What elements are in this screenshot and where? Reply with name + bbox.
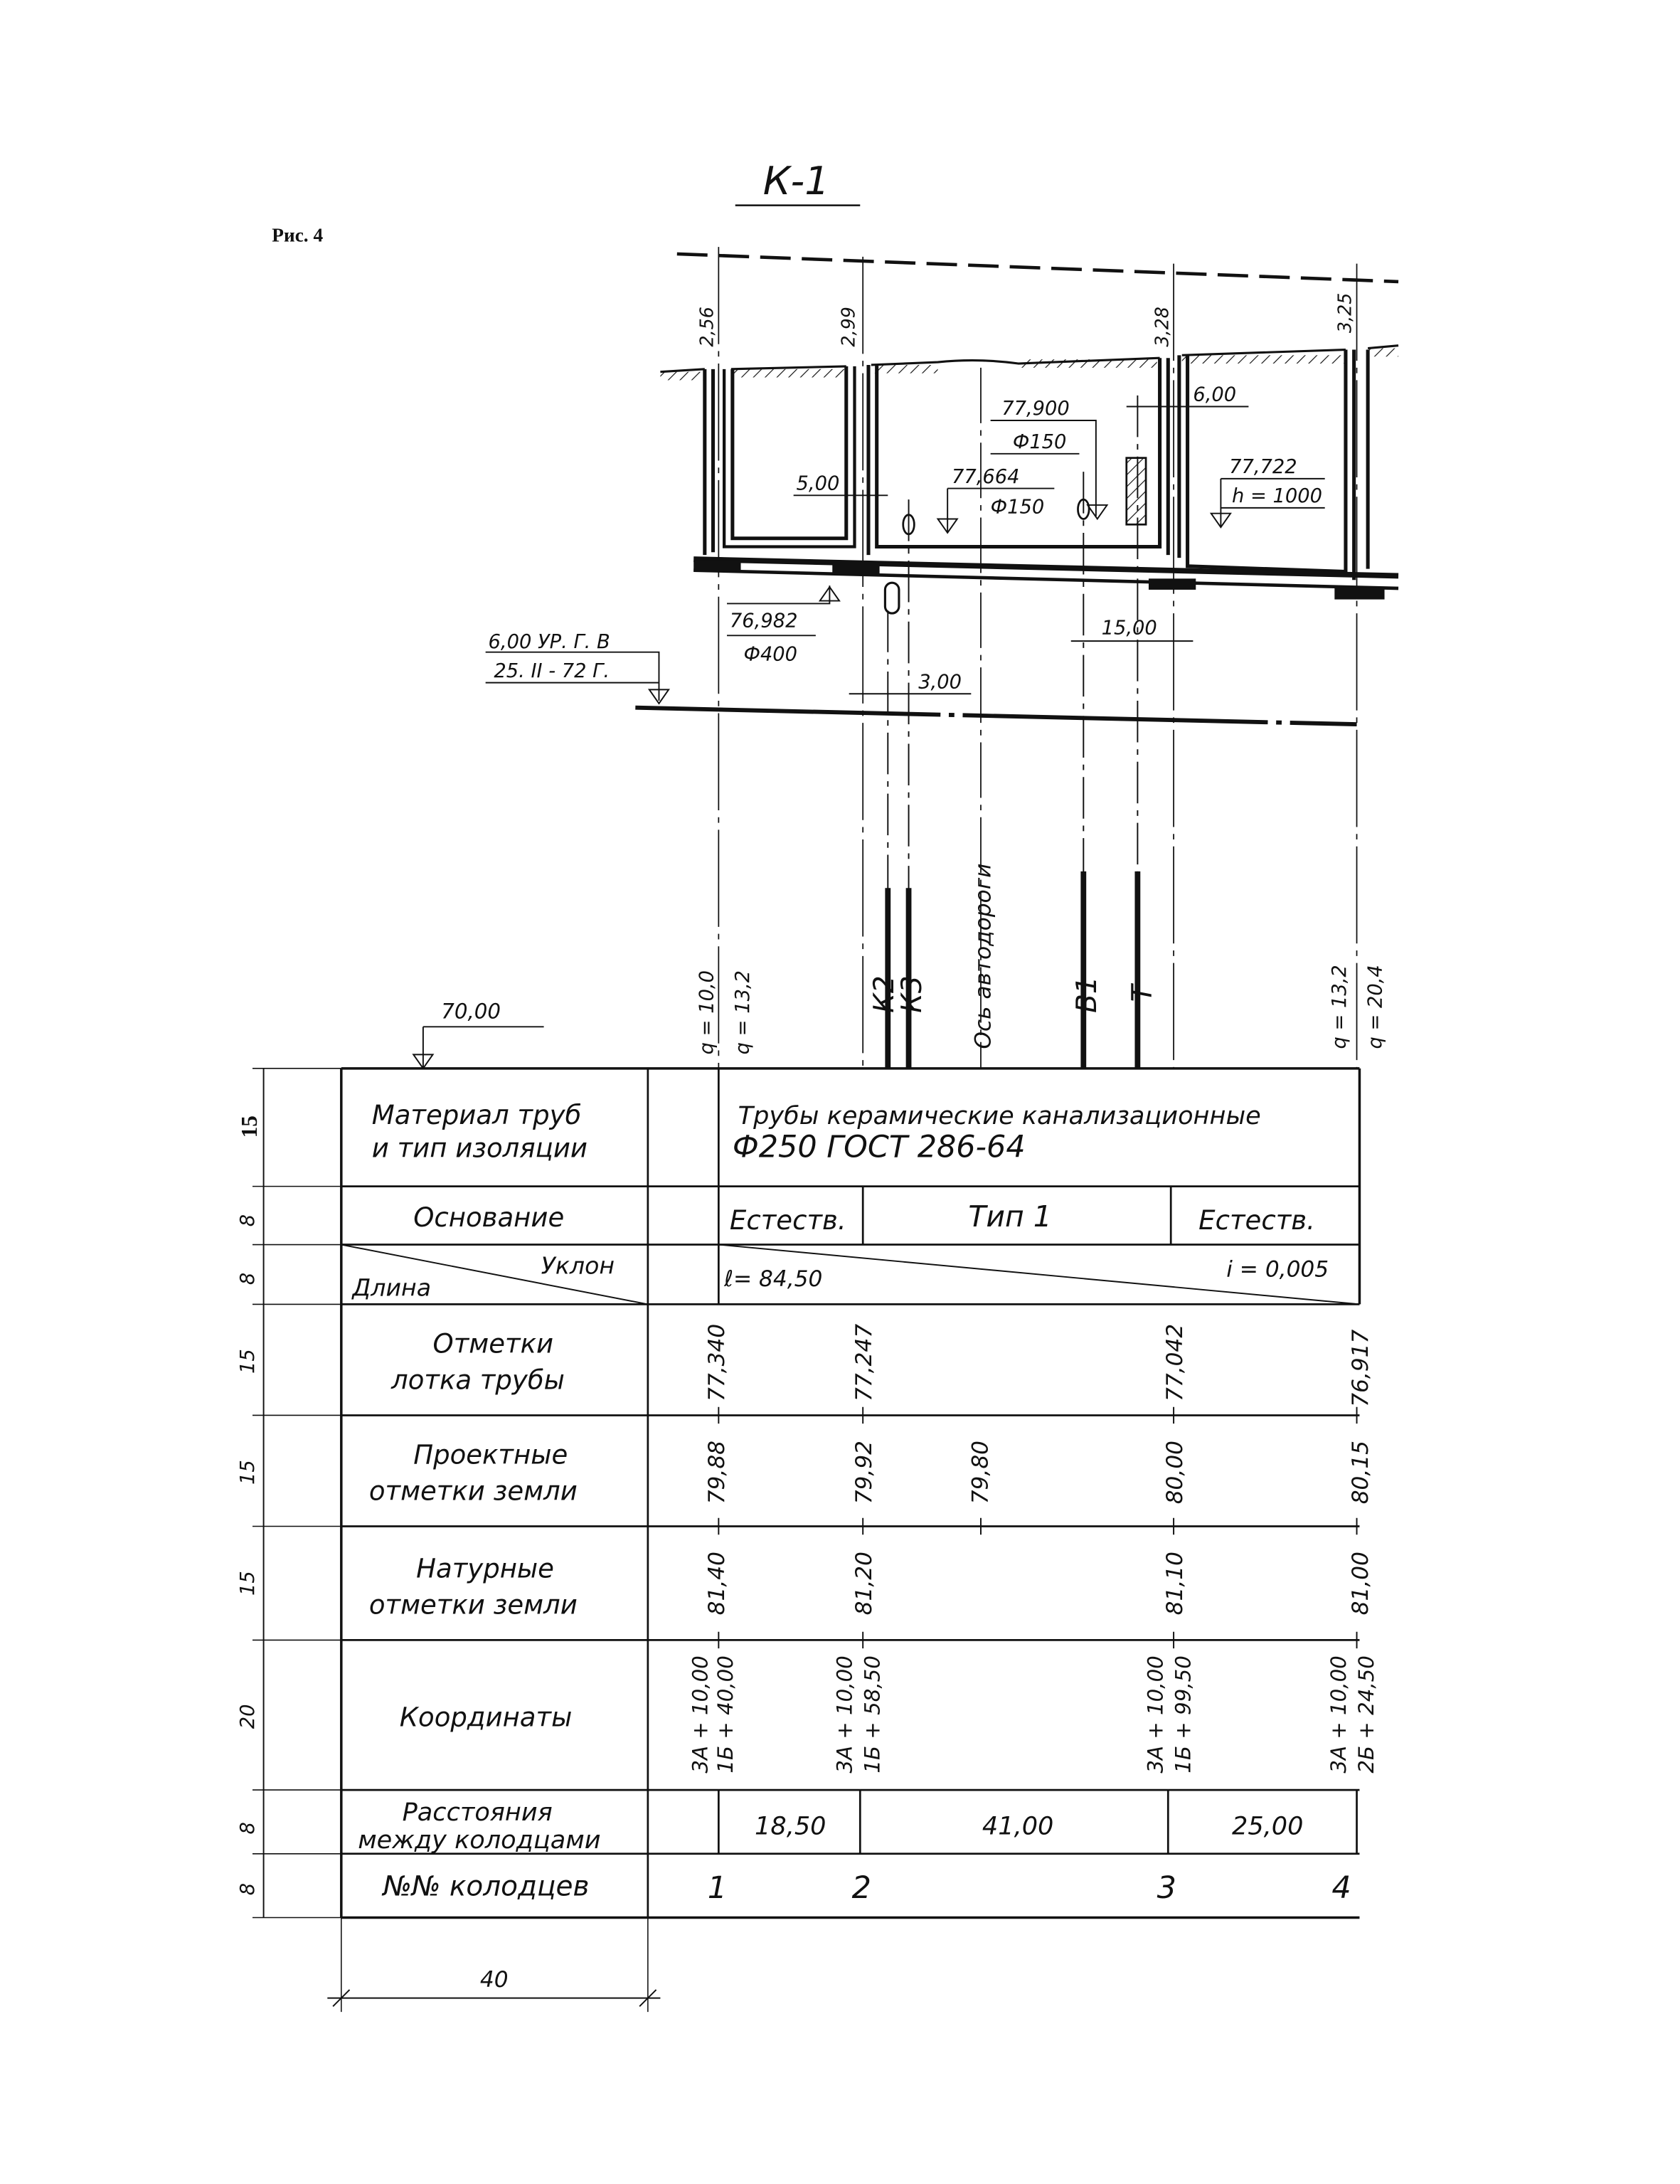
- depth-label-3: 3,28: [1151, 307, 1173, 347]
- hdr-design-2: отметки земли: [368, 1475, 578, 1507]
- width-dim-label: 40: [479, 1967, 509, 1993]
- coord-b-4: 2Б + 24,50: [1354, 1655, 1378, 1774]
- datum-label: 70,00: [441, 999, 501, 1024]
- heating-channel: [1127, 458, 1146, 525]
- k2-label: К2: [868, 975, 901, 1013]
- well-no-4: 4: [1331, 1870, 1351, 1907]
- row-height-9: 8: [236, 1882, 259, 1896]
- design-value-5: 80,15: [1348, 1440, 1374, 1505]
- design-value-3: 79,80: [967, 1440, 994, 1505]
- row-height-8: 8: [236, 1822, 259, 1835]
- groundwater-date: 25. II - 72 Г.: [494, 659, 610, 682]
- base-value-2: Тип 1: [968, 1199, 1052, 1234]
- dim-5: 5,00: [796, 472, 840, 495]
- hdr-length: Длина: [352, 1273, 432, 1302]
- dashed-ground-line: [677, 254, 1398, 282]
- coord-a-2: 3А + 10,00: [832, 1655, 857, 1774]
- hdr-tray-2: лотка трубы: [391, 1364, 565, 1396]
- hdr-natural-1: Натурные: [416, 1553, 554, 1584]
- hdr-distance-2: между колодцами: [358, 1825, 601, 1855]
- distance-2: 41,00: [982, 1811, 1054, 1841]
- el-76982: 76,982: [729, 610, 798, 632]
- natural-value-2: 81,20: [851, 1552, 877, 1616]
- tray-value-1: 77,340: [704, 1323, 730, 1401]
- coord-b-2: 1Б + 58,50: [860, 1655, 885, 1774]
- row-height-1: 15: [236, 1115, 262, 1138]
- groundwater-level: 6,00 УР. Г. В: [488, 630, 610, 653]
- base-value-3: Естеств.: [1198, 1205, 1315, 1236]
- d150-b: Ф150: [990, 496, 1045, 519]
- natural-value-4: 81,00: [1348, 1552, 1374, 1616]
- h-1000: h = 1000: [1232, 485, 1323, 508]
- row-height-3: 8: [236, 1272, 259, 1286]
- base-pad-3: [1149, 578, 1196, 590]
- coord-a-3: 3А + 10,00: [1143, 1655, 1168, 1774]
- profile-table: [237, 1069, 1378, 2012]
- longitudinal-profile: [413, 247, 1398, 1069]
- pipe-section-k2: [885, 583, 899, 613]
- figure-label: Рис. 4: [272, 224, 324, 246]
- k3-label: К3: [896, 975, 929, 1013]
- hdr-design-1: Проектные: [413, 1439, 568, 1470]
- tray-value-3: 77,042: [1161, 1323, 1188, 1401]
- distance-1: 18,50: [755, 1811, 826, 1841]
- road-axis-label: Ось автодороги: [970, 863, 996, 1049]
- dim-6: 6,00: [1193, 383, 1237, 406]
- row-height-6: 15: [236, 1571, 259, 1596]
- groundwater-line: [635, 708, 1356, 724]
- material-text-1: Трубы керамические канализационные: [738, 1101, 1261, 1130]
- coord-b-3: 1Б + 99,50: [1171, 1655, 1196, 1774]
- hdr-material-2: и тип изоляции: [371, 1133, 588, 1164]
- depth-label-1: 2,56: [696, 307, 718, 347]
- hdr-wells: №№ колодцев: [383, 1870, 590, 1903]
- d400: Ф400: [743, 643, 798, 666]
- material-text-2: Ф250 ГОСТ 286-64: [732, 1129, 1026, 1165]
- t-label: Т: [1126, 985, 1159, 1002]
- q3-label: q = 13,2: [1328, 965, 1351, 1049]
- hdr-base: Основание: [413, 1202, 565, 1234]
- well-no-1: 1: [707, 1870, 728, 1907]
- well-no-3: 3: [1157, 1870, 1176, 1907]
- tray-value-2: 77,247: [851, 1323, 877, 1401]
- q2-label: q = 13,2: [732, 970, 755, 1055]
- length-value: ℓ= 84,50: [724, 1266, 823, 1293]
- el-77722: 77,722: [1229, 456, 1297, 479]
- design-value-2: 79,92: [851, 1440, 877, 1505]
- q1-label: q = 10,0: [696, 970, 718, 1055]
- natural-value-3: 81,10: [1161, 1552, 1188, 1616]
- hdr-distance-1: Расстояния: [402, 1797, 553, 1827]
- row-height-5: 15: [236, 1460, 259, 1485]
- hdr-slope: Уклон: [541, 1251, 615, 1280]
- well-no-2: 2: [851, 1870, 871, 1907]
- hdr-material-1: Материал труб: [371, 1099, 582, 1130]
- row-height-7: 20: [236, 1704, 259, 1729]
- coord-a-1: 3А + 10,00: [688, 1655, 713, 1774]
- base-value-1: Естеств.: [729, 1205, 846, 1236]
- hdr-coords: Координаты: [399, 1702, 573, 1733]
- natural-value-1: 81,40: [704, 1552, 730, 1616]
- hdr-tray-1: Отметки: [432, 1328, 554, 1359]
- b1-label: В1: [1070, 976, 1103, 1013]
- coord-b-1: 1Б + 40,00: [713, 1655, 738, 1774]
- d150-a: Ф150: [1012, 430, 1067, 453]
- base-pad-4: [1334, 587, 1384, 600]
- design-value-1: 79,88: [704, 1440, 730, 1505]
- tray-value-4: 76,917: [1348, 1329, 1374, 1407]
- coord-a-4: 3А + 10,00: [1326, 1655, 1351, 1774]
- base-pad-1: [693, 561, 740, 572]
- hdr-natural-2: отметки земли: [368, 1589, 578, 1621]
- slope-value: i = 0,005: [1226, 1256, 1329, 1283]
- row-height-2: 8: [236, 1214, 259, 1227]
- drawing-title: К-1: [762, 158, 829, 204]
- well-1: [705, 366, 855, 555]
- el-77664: 77,664: [952, 465, 1020, 488]
- depth-label-4: 3,25: [1334, 292, 1356, 334]
- design-value-4: 80,00: [1161, 1440, 1188, 1505]
- el-77900: 77,900: [1001, 398, 1070, 420]
- base-pad-2: [832, 563, 879, 575]
- depth-label-2: 2,99: [837, 307, 859, 347]
- q4-label: q = 20,4: [1364, 965, 1387, 1049]
- dim-15: 15,00: [1101, 617, 1157, 640]
- ground-surface: [660, 346, 1398, 381]
- row-height-4: 15: [236, 1349, 259, 1374]
- dim-3: 3,00: [918, 671, 962, 694]
- distance-3: 25,00: [1232, 1811, 1304, 1841]
